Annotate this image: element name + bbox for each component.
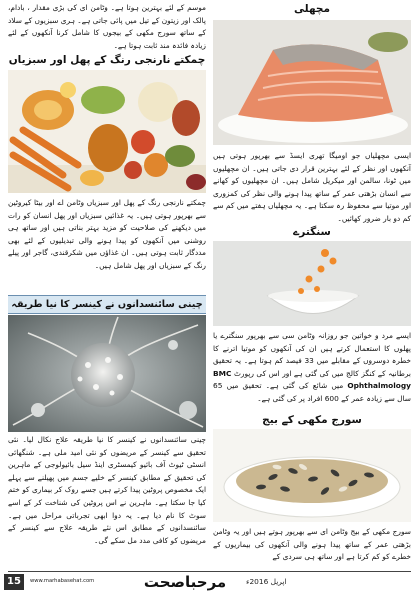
vegetables-photo	[8, 70, 206, 193]
orange-heading-box	[213, 226, 411, 238]
fish-paragraph: ایسی مچھلیاں جو اومیگا تھری ایسڈ سے بھرپور ہوتی ہیں آنکھوں اور نظر کے لئے بہترین قرار دی جاتی ہیں۔ ان مچھلیوں میں ٹونا، سالمن اور میکریل شامل ہیں۔ ان مچھلیوں کو کھانے سے انسان بڑھتی عمر کے ساتھ پیدا ہونے والی نظر کی کمزوری اور موتیا سے محفوظ رہ سکتا ہے۔ یہ مچھلیاں ہفتے میں کم سے کم دو بار ضرور کھائیں۔	[213, 151, 411, 223]
orange-veg-heading-box	[8, 54, 206, 66]
seeds-heading-box	[213, 414, 411, 426]
magazine-name: مرحباصحت	[143, 573, 227, 591]
sunflower-seeds-photo	[213, 429, 411, 522]
right-column-orange-text	[213, 330, 411, 406]
fish-photo	[213, 20, 411, 145]
cancer-cell-photo	[8, 315, 206, 432]
left-column-orange-text	[8, 197, 206, 273]
orange-veg-paragraph: چمکتے نارنجی رنگ کے پھل اور سبزیاں وٹامن اے اور بیٹا کیروٹین سے بھرپور ہوتی ہیں۔ یہ غذائیں سبزیاں اور پھل انسان کو رات میں دیکھنے کی صلاحیت کو مزید بہتر بناتی ہیں اور ساتھ ہی روشنی میں آنکھوں کو پیدا ہونے والی تبدیلیوں کے لئے بھی مددگار ثابت ہوتی ہیں۔ ان غذاؤں میں شکرقندی، گاجر اور پیلے رنگ کے سبزیاں اور پھل شامل ہیں۔	[8, 198, 206, 270]
right-column-seeds-text	[213, 526, 411, 564]
sunflower-seeds-illustration	[213, 429, 411, 522]
cancer-article-title: چینی سائنسدانوں نے کینسر کا نیا طریقہ	[11, 299, 203, 310]
orange-paragraph-part-2: میں شائع کی گئی ہے۔ تحقیق میں 65 سال سے زیادہ عمر کے 600 افراد پر کی گئی ہے۔	[213, 381, 411, 403]
left-column-cancer-text	[8, 434, 206, 547]
vegetables-illustration	[8, 70, 206, 193]
orange-heading: سنگترے	[293, 226, 331, 238]
salmon-illustration	[213, 20, 411, 145]
cancer-cell-illustration	[8, 315, 206, 432]
seeds-paragraph: سورج مکھی کے بیج وٹامن ای سے بھرپور ہوتے ہیں اور یہ وٹامن بڑھتی عمر کے ساتھ پیدا ہونے والی آنکھوں کی بیماریوں کے خطرے کو کم کرتا ہے اور ساتھ ہی سردی کے	[213, 527, 411, 562]
cancer-paragraph: چینی سائنسدانوں نے کینسر کا نیا طریقہ علاج نکال لیا۔ نئی تحقیق سے کینسر کے مریضوں کو نئی امید ملی ہے۔ شنگھائی انسٹی ٹیوٹ آف بائیو کیمسٹری اینڈ سیل بائیولوجی کے ماہرین کی تحقیق کے مطابق کینسر کے خلیے جسم میں پھیلنے سے پہلے ایک مخصوص پروٹین پیدا کرتے ہیں جسے روک کر بیماری کو ختم کیا جا سکتا ہے۔ ماہرین نے اس پروٹین کی شناخت کر کے اسے سوٹ کا نام دیا ہے۔ یہ دوا ابھی تجرباتی مراحل میں ہے۔ سائنسدانوں کے مطابق اس نئے طریقہ علاج سے کینسر کے مریضوں کو کافی مدد مل سکے گی۔	[8, 435, 206, 545]
orange-veg-heading: چمکتے نارنجی رنگ کے پھل اور سبزیاں	[8, 54, 206, 66]
page-number: 15	[7, 576, 21, 587]
seeds-heading: سورج مکھی کے بیج	[262, 414, 362, 426]
issue-date: اپریل 2016ء	[246, 577, 287, 586]
page-footer	[0, 569, 419, 595]
orange-paragraph	[213, 330, 411, 406]
orange-pills-illustration	[213, 241, 411, 326]
ophthalmology-label: Ophthalmology	[347, 381, 411, 391]
fish-heading: مچھلی	[294, 3, 330, 15]
website-url: www.marhabasehat.com	[30, 578, 95, 584]
intro-paragraph: موسم کے لئے بہترین ہوتا ہے۔ وٹامن ای کی بڑی مقدار ، بادام، پالک اور زیتون کے تیل میں پائی جاتی ہے۔ ہری سبزیوں کے سلاد کے ساتھ سورج مکھی کے بیجوں کا شامل کرنا آنکھوں کے لئے زیادہ فائدہ مند ثابت ہوتا ہے۔	[8, 3, 206, 50]
orange-photo	[213, 241, 411, 326]
left-column-intro	[8, 2, 206, 52]
bmc-label: BMC	[213, 368, 232, 378]
orange-paragraph-part-1: ایسے مرد و خواتین جو روزانہ وٹامن سی سے بھرپور سنگترے یا پھلوں کا استعمال کرتے ہیں ان کی آنکھوں کو موتیا اترنے کا خطرہ دوسروں کے مقابلے میں 33 فیصد کم ہوتا ہے۔ یہ تحقیق برطانیہ کے کنگز کالج میں کی گئی ہے اور اس کی رپورٹ	[213, 331, 411, 378]
fish-heading-box	[213, 3, 411, 15]
cancer-article-banner	[8, 295, 206, 314]
right-column-fish-text	[213, 150, 411, 226]
